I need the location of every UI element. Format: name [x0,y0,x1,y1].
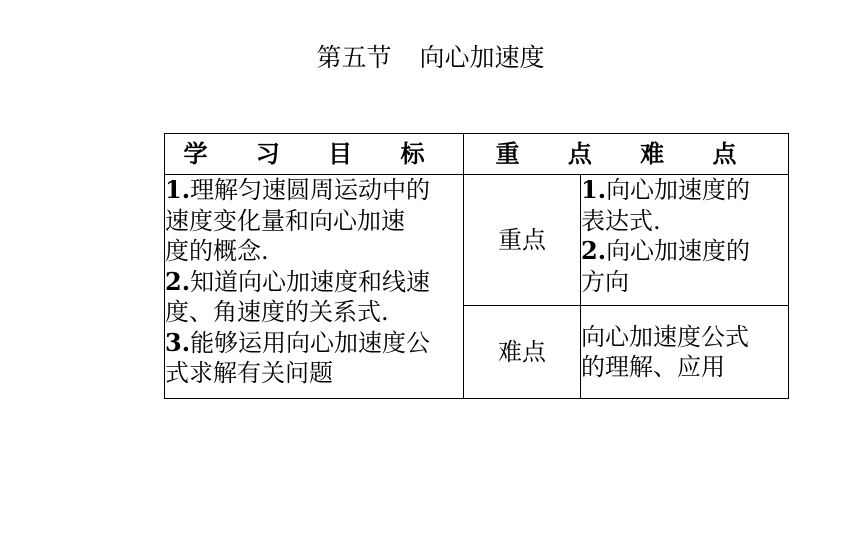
goal-1-line-2: 速度变化量和向心加速 [165,206,405,235]
key-point-line-2: 表达式. [581,206,661,235]
difficult-points-label: 难点 [464,306,581,399]
section-name: 向心加速度 [419,43,545,72]
list-number: 1. [165,175,191,204]
goal-3-line-1: 3.能够运用向心加速度公 [165,327,431,357]
goal-1-line-1: 1.理解匀速圆周运动中的 [165,175,431,204]
key-point-line-3: 2.向心加速度的 [581,236,751,265]
header-learning-goals: 学 习 目 标 [165,134,464,175]
difficult-point-line-1: 向心加速度公式 [581,322,749,351]
key-point-line-1: 1.向心加速度的 [581,175,751,204]
list-number: 2. [581,236,607,265]
key-points-label: 重点 [464,175,581,306]
list-number: 1. [581,175,607,204]
key-point-line-4: 方向 [581,267,629,296]
table-header-row [165,134,789,175]
goal-1-line-3: 度的概念. [165,237,269,265]
learning-goals-table [164,133,789,399]
learning-goals-cell [165,175,464,399]
list-number: 3. [165,327,191,357]
page-title [0,38,861,74]
header-key-difficult-points: 重 点 难 点 [464,134,789,175]
difficult-point-line-2: 的理解、应用 [581,353,725,381]
list-number: 2. [165,266,191,296]
difficult-points-content [581,306,789,399]
table-row [165,175,789,306]
key-points-content [581,175,789,306]
goal-3-line-2: 式求解有关问题 [165,359,333,387]
section-number: 第五节 [316,43,392,72]
goal-2-line-1: 2.知道向心加速度和线速 [165,266,431,296]
goal-2-line-2: 度、角速度的关系式. [165,298,389,326]
